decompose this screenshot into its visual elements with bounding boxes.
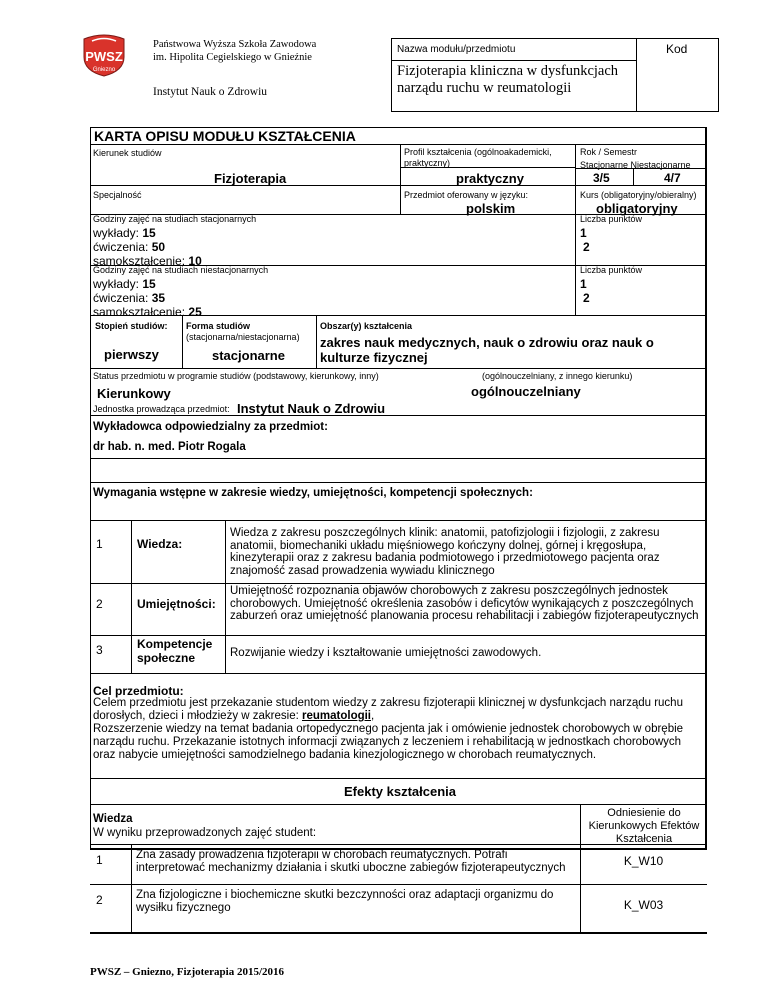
degree-value: pierwszy xyxy=(104,347,159,362)
area-label: Obszar(y) kształcenia xyxy=(320,321,413,331)
hours-row: wykłady: 15 xyxy=(93,277,156,291)
hours-row: wykłady: 15 xyxy=(93,226,156,240)
points-part-time-label: Liczba punktów xyxy=(580,265,643,275)
language-value: polskim xyxy=(466,201,516,216)
requirement-row: 3 Kompetencje społeczne Rozwijanie wiedzy i kształtowanie umiejętności zawodowych. xyxy=(96,637,542,665)
requirements-title: Wymagania wstępne w zakresie wiedzy, umiejętności, kompetencji społecznych: xyxy=(93,487,533,499)
study-form-label: Forma studiów (stacjonarna/niestacjonarna) xyxy=(186,321,300,342)
hours-row: ćwiczenia: 50 xyxy=(93,240,166,254)
hours-stationary-list xyxy=(93,226,202,268)
effect-row: 1 Zna zasady prowadzenia fizjoterapii w chorobach reumatycznych. Potrafi interpretować mechanizmy działania i skutki uboczne zabiegów fizjoterapeutycznych K_W10 xyxy=(96,849,664,874)
school-name-line2: im. Hipolita Cegielskiego w Gnieźnie xyxy=(153,52,312,63)
status-label: Status przedmiotu w programie studiów (podstawowy, kierunkowy, inny) xyxy=(93,371,379,381)
year-modes: Stacjonarne Niestacjonarne xyxy=(580,160,691,170)
knowledge-title: Wiedza xyxy=(93,813,133,825)
profile-label: Profil kształcenia (ogólnoakademicki, praktyczny) xyxy=(404,147,552,168)
hours-stationary-label: Godziny zajęć na studiach stacjonarnych xyxy=(93,214,257,224)
effect-row: 2 Zna fizjologiczne i biochemiczne skutki bezczynności oraz adaptacji organizmu do wysiłku fizycznego K_W03 xyxy=(96,889,664,914)
requirement-row: 1 Wiedza: Wiedza z zakresu poszczególnych klinik: anatomii, patofizjologii i fizjologii, z zakresu anatomii, biomechaniki układu mięśniowego kończyny dolnej, górnej i kręgosłupa, kinezyterapii oraz z zakresu badania podmiotowego i przedmiotowego pacjenta oraz znajomość zasad prowadzenia wywiadu klinicznego xyxy=(96,527,660,577)
school-name-line1: Państwowa Wyższa Szkoła Zawodowa xyxy=(153,39,317,50)
field-value: Fizjoterapia xyxy=(214,171,287,186)
area-value: zakres nauk medycznych, nauk o zdrowiu oraz nauk o kulturze fizycznej xyxy=(320,335,654,365)
hours-row: samokształcenie: 25 xyxy=(93,305,202,319)
goal-text: Celem przedmiotu jest przekazanie studentom wiedzy z zakresu fizjoterapii klinicznej w dysfunkcjach narządu ruchu dorosłych, dzieci i młodzieży w zakresie: reumatologii, Rozszerzenie wiedzy na temat badania ortopedycznego pacjenta jak i omówienie jednostek chorobowych w obrębie narządu ruchu. Przekazanie istotnych informacji związanych z leczeniem i rehabilitacją w jednostkach chorobowych oraz nabycie umiejętności samodzielnego badania kinezjologicznego w chorobach reumatycznych. xyxy=(93,697,684,761)
study-form-value: stacjonarne xyxy=(212,348,285,363)
points-stationary-label: Liczba punktów xyxy=(580,214,643,224)
points-stationary-value: 1 2 xyxy=(580,226,590,254)
institute-name: Instytut Nauk o Zdrowiu xyxy=(153,86,268,98)
general-label: (ogólnouczelniany, z innego kierunku) xyxy=(482,371,633,381)
effects-title: Efekty kształcenia xyxy=(344,784,457,799)
course-type-label: Kurs (obligatoryjny/obieralny) xyxy=(580,190,697,200)
module-name: Fizjoterapia kliniczna w dysfunkcjach narządu ruchu w reumatologii xyxy=(397,63,619,96)
school-name xyxy=(153,38,316,64)
specialty-label: Specjalność xyxy=(93,190,142,200)
hours-part-time-label: Godziny zajęć na studiach niestacjonarnych xyxy=(93,265,269,275)
course-type-value: obligatoryjny xyxy=(596,201,678,216)
points-part-time-value: 1 2 xyxy=(580,277,590,305)
unit-label: Jednostka prowadząca przedmiot: xyxy=(93,404,230,414)
general-value: ogólnouczelniany xyxy=(471,384,581,399)
logo-text: PWSZ xyxy=(85,49,123,64)
school-logo xyxy=(78,33,130,77)
hours-row: ćwiczenia: 35 xyxy=(93,291,166,305)
card-title: KARTA OPISU MODUŁU KSZTAŁCENIA xyxy=(94,128,356,144)
status-value: Kierunkowy xyxy=(97,386,171,401)
year-part-time: 4/7 xyxy=(664,171,681,185)
logo-subtext: Gniezno xyxy=(92,67,116,73)
field-label: Kierunek studiów xyxy=(93,148,162,158)
requirement-row: 2 Umiejętności: Umiejętność rozpoznania objawów chorobowych z zakresu poszczególnych jednostek chorobowych. Umiejętność określenia zasobów i deficytów wynikających z poszczególnych zaburzeń oraz umiejętność planowania procesu rehabilitacji i zabiegów fizjoterapeutycznych xyxy=(96,585,699,622)
year-label: Rok / Semestr xyxy=(580,147,638,157)
degree-label: Stopień studiów: xyxy=(95,321,168,331)
knowledge-subtitle: W wyniku przeprowadzonych zajęć student: xyxy=(93,827,317,839)
module-name-label: Nazwa modułu/przedmiotu xyxy=(397,44,516,55)
year-stationary: 3/5 xyxy=(593,171,610,185)
reference-label: Odniesienie do Kierunkowych Efektów Kształcenia xyxy=(588,807,700,845)
lecturer-label: Wykładowca odpowiedzialny za przedmiot: xyxy=(93,421,328,433)
hours-part-time-list xyxy=(93,277,202,319)
code-label: Kod xyxy=(666,42,688,56)
footer-text: PWSZ – Gniezno, Fizjoterapia 2015/2016 xyxy=(90,966,285,978)
profile-value: praktyczny xyxy=(456,171,524,186)
language-label: Przedmiot oferowany w języku: xyxy=(404,190,529,200)
hours-row: samokształcenie: 10 xyxy=(93,254,202,268)
unit-value: Instytut Nauk o Zdrowiu xyxy=(237,401,386,416)
lecturer-value: dr hab. n. med. Piotr Rogala xyxy=(93,441,246,453)
goal-title: Cel przedmiotu: xyxy=(93,684,184,698)
